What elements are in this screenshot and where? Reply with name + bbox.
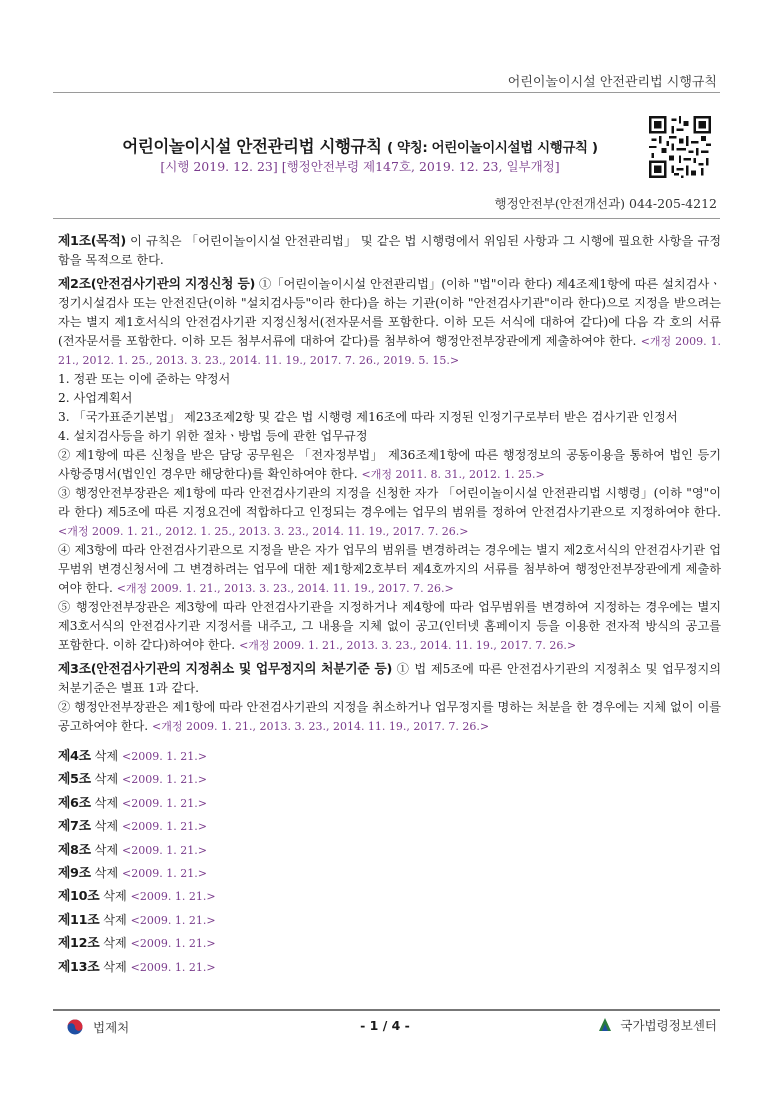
article-2-p5-text: ⑤ 행정안전부장관은 제3항에 따라 안전검사기관을 지정하거나 제4항에 따라 업무범위를 변경하여 지정하는 경우에는 별지 제3호서식의 안전검사기관 지정서를 내주고, 그 내용을 지체 없이 공고(인터넷 홈페이지 등을 이용한 전자적 방식의 공고를 포함한다. 이하 같다)하여야 한다. xyxy=(58,600,721,652)
article-2-p4-text: ④ 제3항에 따라 안전검사기관으로 지정을 받은 자가 업무의 범위를 변경하려는 경우에는 별지 제2호서식의 안전검사기관 업무범위 변경신청서에 그 변경하려는 업무에 대한 제1항제2호부터 제4호까지의 서류를 첨부하여 행정안전부장관에게 제출하여야 한다. xyxy=(58,543,721,595)
deleted-label: 삭제 xyxy=(99,889,131,904)
deleted-article xyxy=(58,909,216,932)
article-3-para-2 xyxy=(58,698,721,736)
deleted-label: 삭제 xyxy=(90,795,123,810)
deleted-label: 삭제 xyxy=(99,936,131,951)
footer-center-name xyxy=(596,1016,717,1034)
amendment-note: <2009. 1. 21.> xyxy=(130,913,216,927)
amendment-note: <2009. 1. 21.> xyxy=(130,890,216,904)
title-abbrev: ( 약칭: 어린이놀이시설법 시행규칙 ) xyxy=(386,140,598,156)
enforcement-info: [시행 2019. 12. 23] [행정안전부령 제147호, 2019. 12. 23, 일부개정] xyxy=(160,159,560,174)
deleted-label: 삭제 xyxy=(90,819,123,834)
ministry-contact: 행정안전부(안전개선과) 044-205-4212 xyxy=(494,196,717,211)
header-rule xyxy=(53,92,720,93)
article-2-p2-text: ② 제1항에 따른 신청을 받은 담당 공무원은 「전자정부법」 제36조제1항에 따른 행정정보의 공동이용을 통하여 법인 등기사항증명서(법인인 경우만 해당한다)를 확인하여야 한다. xyxy=(58,448,721,481)
article-2-para-1 xyxy=(58,275,721,370)
deleted-article xyxy=(58,745,216,768)
amendment-note: <개정 2011. 8. 31., 2012. 1. 25.> xyxy=(361,468,545,481)
amendment-note: <개정 2009. 1. 21., 2012. 1. 25., 2013. 3. 23., 2014. 11. 19., 2017. 7. 26.> xyxy=(58,525,469,538)
deleted-article-title: 제6조 xyxy=(58,795,91,811)
article-2-para-5 xyxy=(58,598,721,655)
amendment-note: <개정 2009. 1. 21., 2013. 3. 23., 2014. 11. 19., 2017. 7. 26.> xyxy=(116,582,454,595)
deleted-article-title: 제9조 xyxy=(58,865,91,881)
deleted-article xyxy=(58,932,216,955)
deleted-article-title: 제10조 xyxy=(58,889,100,905)
law-info-center-logo-icon xyxy=(596,1016,614,1034)
article-2-p3-text: ③ 행정안전부장관은 제1항에 따라 안전검사기관의 지정을 신청한 자가 「어린이놀이시설 안전관리법 시행령」(이하 "영"이라 한다) 제5조에 따른 지정요건에 적합하다고 인정되는 경우에는 업무의 범위를 정하여 안전검사기관으로 지정하여야 한다. xyxy=(58,486,721,519)
deleted-article-title: 제12조 xyxy=(58,936,100,952)
deleted-article xyxy=(58,862,216,885)
article-1 xyxy=(58,232,721,270)
deleted-article xyxy=(58,768,216,791)
amendment-note: <2009. 1. 21.> xyxy=(122,750,207,763)
article-3-title: 제3조(안전검사기관의 지정취소 및 업무정지의 처분기준 등) xyxy=(58,662,393,677)
deleted-article xyxy=(58,956,216,979)
document-body xyxy=(58,232,721,736)
amendment-note: <2009. 1. 21.> xyxy=(122,796,207,810)
article-2-item-1: 1. 정관 또는 이에 준하는 약정서 xyxy=(58,372,231,386)
deleted-articles-list xyxy=(58,745,216,979)
article-1-title: 제1조(목적) xyxy=(58,234,126,249)
amendment-note: <개정 2009. 1. 21., 2012. 1. 25., 2013. 3. 23., 2014. 11. 19., 2017. 7. 26., 2019. 5. 15.> xyxy=(58,335,722,367)
deleted-label: 삭제 xyxy=(99,912,131,927)
title-rule xyxy=(53,218,720,219)
article-1-text: 이 규칙은 「어린이놀이시설 안전관리법」 및 같은 법 시행령에서 위임된 사항과 그 시행에 필요한 사항을 규정함을 목적으로 한다. xyxy=(58,234,721,267)
deleted-article-title: 제8조 xyxy=(58,842,91,858)
document-title xyxy=(60,133,660,157)
article-3-p1-text: ① 법 제5조에 따른 안전검사기관의 지정취소 및 업무정지의 처분기준은 별표 1과 같다. xyxy=(58,662,722,695)
article-3-para-1 xyxy=(58,660,721,698)
deleted-article xyxy=(58,839,216,862)
article-2-para-2 xyxy=(58,446,721,484)
deleted-article xyxy=(58,792,216,815)
deleted-article-title: 제13조 xyxy=(58,959,100,975)
deleted-article-title: 제5조 xyxy=(58,772,91,788)
footer-left-text: 법제처 xyxy=(93,1020,130,1035)
article-2-para-3 xyxy=(58,484,721,541)
amendment-note: <2009. 1. 21.> xyxy=(130,937,216,951)
taegeuk-emblem-icon xyxy=(67,1019,83,1035)
deleted-article-title: 제7조 xyxy=(58,819,91,835)
footer-publisher xyxy=(67,1018,129,1036)
deleted-label: 삭제 xyxy=(90,865,123,880)
amendment-note: <2009. 1. 21.> xyxy=(122,773,207,787)
deleted-article xyxy=(58,885,216,908)
footer-right-text: 국가법령정보센터 xyxy=(620,1018,717,1033)
amendment-note: <2009. 1. 21.> xyxy=(130,960,216,974)
page-number: - 1 / 4 - xyxy=(360,1018,410,1033)
article-2-title: 제2조(안전검사기관의 지정신청 등) xyxy=(58,277,256,292)
article-3-p2-text: ② 행정안전부장관은 제1항에 따라 안전검사기관의 지정을 취소하거나 업무정지를 명하는 처분을 한 경우에는 지체 없이 이를 공고하여야 한다. xyxy=(58,700,721,733)
deleted-article-title: 제11조 xyxy=(58,912,100,928)
amendment-note: <개정 2009. 1. 21., 2013. 3. 23., 2014. 11. 19., 2017. 7. 26.> xyxy=(152,720,490,733)
footer-rule xyxy=(53,1009,720,1011)
deleted-label: 삭제 xyxy=(90,772,123,787)
article-2-item-3: 3. 「국가표준기본법」 제23조제2항 및 같은 법 시행령 제16조에 따라 지정된 인정기구로부터 받은 검사기관 인정서 xyxy=(58,410,678,424)
article-2-p1-text: ①「어린이놀이시설 안전관리법」(이하 "법"이라 한다) 제4조제1항에 따른 설치검사ㆍ정기시설검사 또는 안전진단(이하 "설치검사등"이라 한다)을 하는 기관(이하 "안전검사기관"이라 한다)으로 지정을 받으려는 자는 별지 제1호서식의 안전검사기관 지정신청서(전자문서를 포함한다. 이하 모든 서식에 대하여 같다)에 다음 각 호의 서류(전자문서를 포함한다. 이하 모든 첨부서류에 대하여 같다)를 첨부하여 행정안전부장관에게 제출하여야 한다. xyxy=(58,277,721,348)
amendment-note: <2009. 1. 21.> xyxy=(122,866,207,880)
amendment-note: <개정 2009. 1. 21., 2013. 3. 23., 2014. 11. 19., 2017. 7. 26.> xyxy=(239,639,577,652)
deleted-label: 삭제 xyxy=(99,959,131,974)
article-2-item-4: 4. 설치검사등을 하기 위한 절차ㆍ방법 등에 관한 업무규정 xyxy=(58,429,368,443)
deleted-label: 삭제 xyxy=(90,842,123,857)
deleted-article-title: 제4조 xyxy=(58,749,91,764)
deleted-label: 삭제 xyxy=(90,749,123,763)
article-2-item-2: 2. 사업계획서 xyxy=(58,391,133,405)
running-head: 어린이놀이시설 안전관리법 시행규칙 xyxy=(507,75,717,90)
amendment-note: <2009. 1. 21.> xyxy=(122,820,207,834)
deleted-article xyxy=(58,815,216,838)
article-2-para-4 xyxy=(58,541,721,598)
title-text: 어린이놀이시설 안전관리법 시행규칙 xyxy=(122,137,382,156)
amendment-note: <2009. 1. 21.> xyxy=(122,843,207,857)
